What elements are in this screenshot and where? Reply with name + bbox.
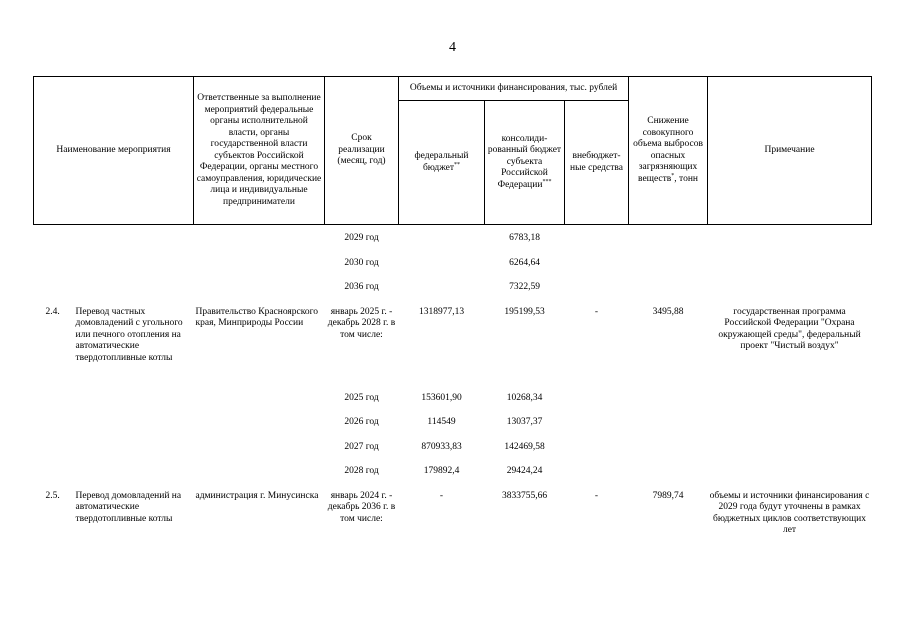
consolidated-cell: 6783,18 bbox=[509, 233, 540, 243]
table-row bbox=[34, 258, 872, 283]
header-extra: внебюджет-ные средства bbox=[565, 101, 629, 225]
consolidated-cell: 10268,34 bbox=[506, 392, 543, 403]
header-note: Примечание bbox=[708, 77, 872, 225]
federal-cell: 1318977,13 bbox=[418, 306, 465, 317]
period-cell: январь 2025 г. - декабрь 2028 г. в том числе: bbox=[327, 306, 396, 340]
period-cell: 2029 год bbox=[344, 233, 379, 243]
header-consolidated: консолиди-рованный бюджет субъекта Российской Федерации*** bbox=[485, 101, 565, 225]
item-name-cell bbox=[34, 491, 194, 563]
period-cell: 2025 год bbox=[344, 392, 379, 403]
reduction-cell: 3495,88 bbox=[652, 306, 684, 317]
financing-table bbox=[33, 76, 872, 563]
period-cell: 2030 год bbox=[344, 257, 379, 268]
item-number: 2.5. bbox=[45, 490, 60, 501]
federal-cell: 153601,90 bbox=[421, 392, 462, 403]
extra-cell: - bbox=[594, 306, 599, 317]
consolidated-cell: 3833755,66 bbox=[501, 490, 548, 501]
period-cell: 2036 год bbox=[344, 282, 379, 292]
consolidated-cell: 7322,59 bbox=[509, 282, 540, 292]
extra-cell: - bbox=[594, 490, 599, 501]
federal-cell: 114549 bbox=[427, 417, 456, 427]
table-row bbox=[34, 417, 872, 442]
header-responsible: Ответственные за выполнение мероприятий федеральные органы исполнительной власти, органы государственной власти субъектов Российской Федерации, органы местного самоуправления, юридические лица и индивидуальные предприниматели bbox=[194, 77, 325, 225]
table-row bbox=[34, 282, 872, 307]
item-name: Перевод частных домовладений с угольного или печного отопления на автоматические твердотопливные котлы bbox=[75, 306, 183, 363]
table-row bbox=[34, 466, 872, 491]
header-federal: федеральный бюджет** bbox=[399, 101, 485, 225]
federal-cell: 870933,83 bbox=[421, 441, 462, 452]
note-cell: объемы и источники финансирования с 2029 года будут уточнены в рамках бюджетных циклов соответствующих лет bbox=[709, 490, 870, 535]
note-cell: государственная программа Российской Федерации "Охрана окружающей среды", федеральный проект "Чистый воздух" bbox=[718, 306, 861, 351]
reduction-cell: 7989,74 bbox=[652, 490, 684, 501]
responsible-cell: Правительство Красноярского края, Минприроды России bbox=[195, 306, 319, 328]
item-number: 2.4. bbox=[45, 306, 60, 317]
table-row bbox=[34, 307, 872, 393]
period-cell: январь 2024 г. - декабрь 2036 г. в том числе: bbox=[327, 490, 396, 524]
period-cell: 2027 год bbox=[344, 441, 379, 452]
item-name-cell bbox=[34, 307, 194, 393]
table-row bbox=[34, 393, 872, 418]
header-name: Наименование мероприятия bbox=[34, 77, 194, 225]
header-reduction: Снижение совокупного объема выбросов опасных загрязняющих веществ*, тонн bbox=[629, 77, 708, 225]
consolidated-cell: 29424,24 bbox=[506, 466, 543, 476]
period-cell: 2026 год bbox=[344, 417, 379, 427]
consolidated-cell: 142469,58 bbox=[504, 441, 545, 452]
table-row bbox=[34, 442, 872, 467]
table-row bbox=[34, 233, 872, 258]
federal-cell: - bbox=[439, 490, 444, 501]
consolidated-cell: 6264,64 bbox=[509, 257, 540, 268]
consolidated-cell: 13037,37 bbox=[506, 417, 543, 427]
header-financing: Объемы и источники финансирования, тыс. рублей bbox=[399, 77, 629, 101]
table-row bbox=[34, 491, 872, 563]
responsible-cell: администрация г. Минусинска bbox=[195, 490, 319, 501]
header-period: Срок реализации (месяц, год) bbox=[325, 77, 399, 225]
period-cell: 2028 год bbox=[344, 466, 379, 476]
consolidated-cell: 195199,53 bbox=[504, 306, 545, 317]
page-number: 4 bbox=[449, 40, 456, 55]
item-name: Перевод домовладений на автоматические твердотопливные котлы bbox=[75, 490, 182, 524]
federal-cell: 179892,4 bbox=[423, 466, 460, 476]
